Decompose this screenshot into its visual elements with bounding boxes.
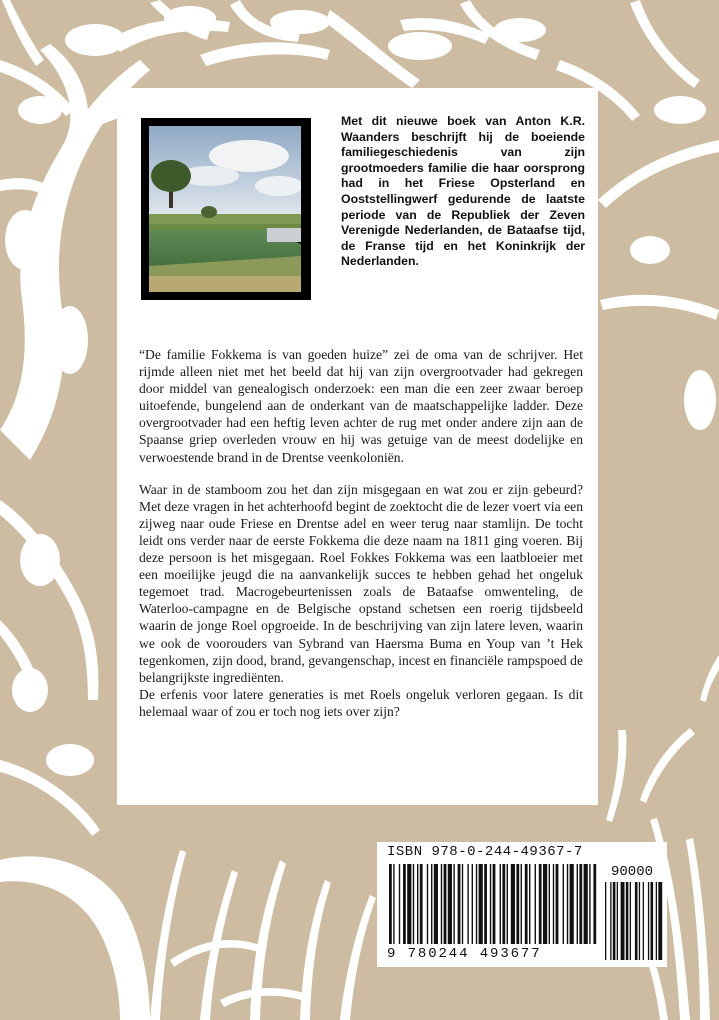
barcode-bar bbox=[516, 864, 519, 944]
barcode-bar bbox=[502, 864, 505, 944]
barcode-addon-bar bbox=[656, 882, 657, 960]
barcode-bar bbox=[472, 864, 473, 944]
barcode-addon-number: 90000 bbox=[611, 864, 654, 880]
barcode-bar bbox=[476, 864, 477, 944]
barcode-addon-bar bbox=[639, 882, 640, 960]
barcode-bar bbox=[570, 864, 574, 944]
barcode-bar bbox=[458, 864, 461, 944]
barcode-addon-bar bbox=[648, 882, 649, 960]
barcode-bar bbox=[407, 864, 411, 944]
barcode-bar bbox=[441, 864, 442, 944]
barcode-bar bbox=[579, 864, 582, 944]
barcode-bar bbox=[448, 864, 452, 944]
photo-frame bbox=[141, 118, 311, 300]
barcode-bar bbox=[403, 864, 406, 944]
barcode-bar bbox=[511, 864, 515, 944]
barcode-bar bbox=[462, 864, 463, 944]
barcode-bar bbox=[535, 864, 536, 944]
barcode-bar bbox=[444, 864, 447, 944]
barcode-bar bbox=[553, 864, 554, 944]
body-paragraph-2: Waar in de stamboom zou het dan zijn misgegaan en wat zou er zijn gebeurd? Met deze vragen in het achterhoofd begint de zoektocht die de lezer voert via een zijweg naar oude Friese en Drentse adel en weer terug naar stamlijn. De tocht leidt ons verder naar de eerste Fokkema die deze naam na 1811 ging voeren. Bij deze persoon is het misgegaan. Roel Fokkes Fokkema was een laatbloeier met een moeilijke jeugd die na aanvankelijk succes te hebben gehad het ongeluk tegemoet trad. Macrogebeurtenissen zoals de Bataafse omwenteling, de Waterloo-campagne en de Belgische opstand schetsen een roerig tijdsbeeld waarin de jonge Roel opgroeide. In de beschrijving van zijn latere leven, waarin we ook de voorouders van Sybrand van Haersma Buma en Youp van ’t Hek tegenkomen, zijn dood, brand, gevangenschap, incest en financiële rampspoed de belangrijkste ingrediënten. bbox=[139, 481, 583, 685]
landscape-photo bbox=[149, 126, 301, 292]
body-paragraph-3: De erfenis voor latere generaties is met Roels ongeluk verloren gegaan. Is dit helemaal waar of zou er toch nog iets over zijn? bbox=[139, 686, 583, 719]
barcode-bar bbox=[479, 864, 483, 944]
barcode-bar bbox=[393, 864, 394, 944]
barcode-bar bbox=[500, 864, 501, 944]
barcode-bar bbox=[417, 864, 418, 944]
barcode-digits: 9 780244 493677 bbox=[387, 946, 542, 962]
barcode-bar bbox=[521, 864, 522, 944]
barcode-bar bbox=[420, 864, 423, 944]
barcode-bar bbox=[539, 864, 542, 944]
barcode-bar bbox=[563, 864, 564, 944]
barcode-addon-bar bbox=[658, 882, 662, 960]
barcode-bar bbox=[467, 864, 468, 944]
barcode-bar bbox=[525, 864, 528, 944]
barcode-bar bbox=[427, 864, 428, 944]
barcode-bar bbox=[389, 864, 392, 944]
barcode-addon-bar bbox=[610, 882, 611, 960]
book-blurb: Met dit nieuwe boek van Anton K.R. Waanders beschrijft hij de boeiende familiegeschiedenis van zijn grootmoeders familie die haar oorsprong had in het Friese Opsterland en Ooststellingwerf gedurende de laatste periode van de Republiek der Zeven Verenigde Nederlanden, de Bataafse tijd, de Franse tijd en het Koninkrijk der Nederlanden. bbox=[341, 114, 585, 269]
barcode-addon-bar bbox=[613, 882, 616, 960]
barcode-bar bbox=[490, 864, 491, 944]
barcode-addon-bar bbox=[605, 882, 606, 960]
barcode-bar bbox=[589, 864, 590, 944]
barcode-bar bbox=[556, 864, 559, 944]
barcode-bar bbox=[399, 864, 400, 944]
barcode-bar bbox=[543, 864, 547, 944]
isbn-label: ISBN 978-0-244-49367-7 bbox=[387, 844, 583, 860]
barcode-bar bbox=[529, 864, 530, 944]
barcode-bar bbox=[507, 864, 508, 944]
body-paragraph-1: “De familie Fokkema is van goeden huize” zei de oma van de schrijver. Het rijmde alleen niet met het beeld dat hij van zijn overgrootvader had gekregen door middel van genealogisch onderzoek: een man die een zeer zwaar beroep uitoefende, bungelend aan de onderkant van de maatschappelijke ladder. Deze overgrootvader had een heftig leven achter de rug met onder andere zijn aan de Spaanse griep overleden vrouw en hij was getuige van de meest dodelijke en verwoestende brand in de Drentse veenkoloniën. bbox=[139, 347, 583, 465]
barcode-bar bbox=[484, 864, 487, 944]
barcode-bar bbox=[493, 864, 496, 944]
barcode-addon-bar bbox=[651, 882, 654, 960]
isbn-barcode bbox=[377, 842, 667, 967]
barcode-bar bbox=[593, 864, 596, 944]
text-panel bbox=[117, 88, 598, 805]
barcode-bar bbox=[567, 864, 568, 944]
barcode-addon-bar bbox=[643, 882, 644, 960]
barcode-bar bbox=[584, 864, 588, 944]
barcode-addon-bar bbox=[630, 882, 631, 960]
barcode-addon-bar bbox=[626, 882, 629, 960]
barcode-addon-bar bbox=[621, 882, 625, 960]
barcode-bar bbox=[549, 864, 550, 944]
barcode-bar bbox=[413, 864, 414, 944]
barcode-bar bbox=[577, 864, 578, 944]
back-cover-body bbox=[139, 346, 583, 720]
barcode-bar bbox=[434, 864, 438, 944]
barcode-addon-bar bbox=[635, 882, 638, 960]
barcode-bar bbox=[453, 864, 454, 944]
barcode-addon-bar bbox=[617, 882, 618, 960]
barcode-bar bbox=[431, 864, 432, 944]
